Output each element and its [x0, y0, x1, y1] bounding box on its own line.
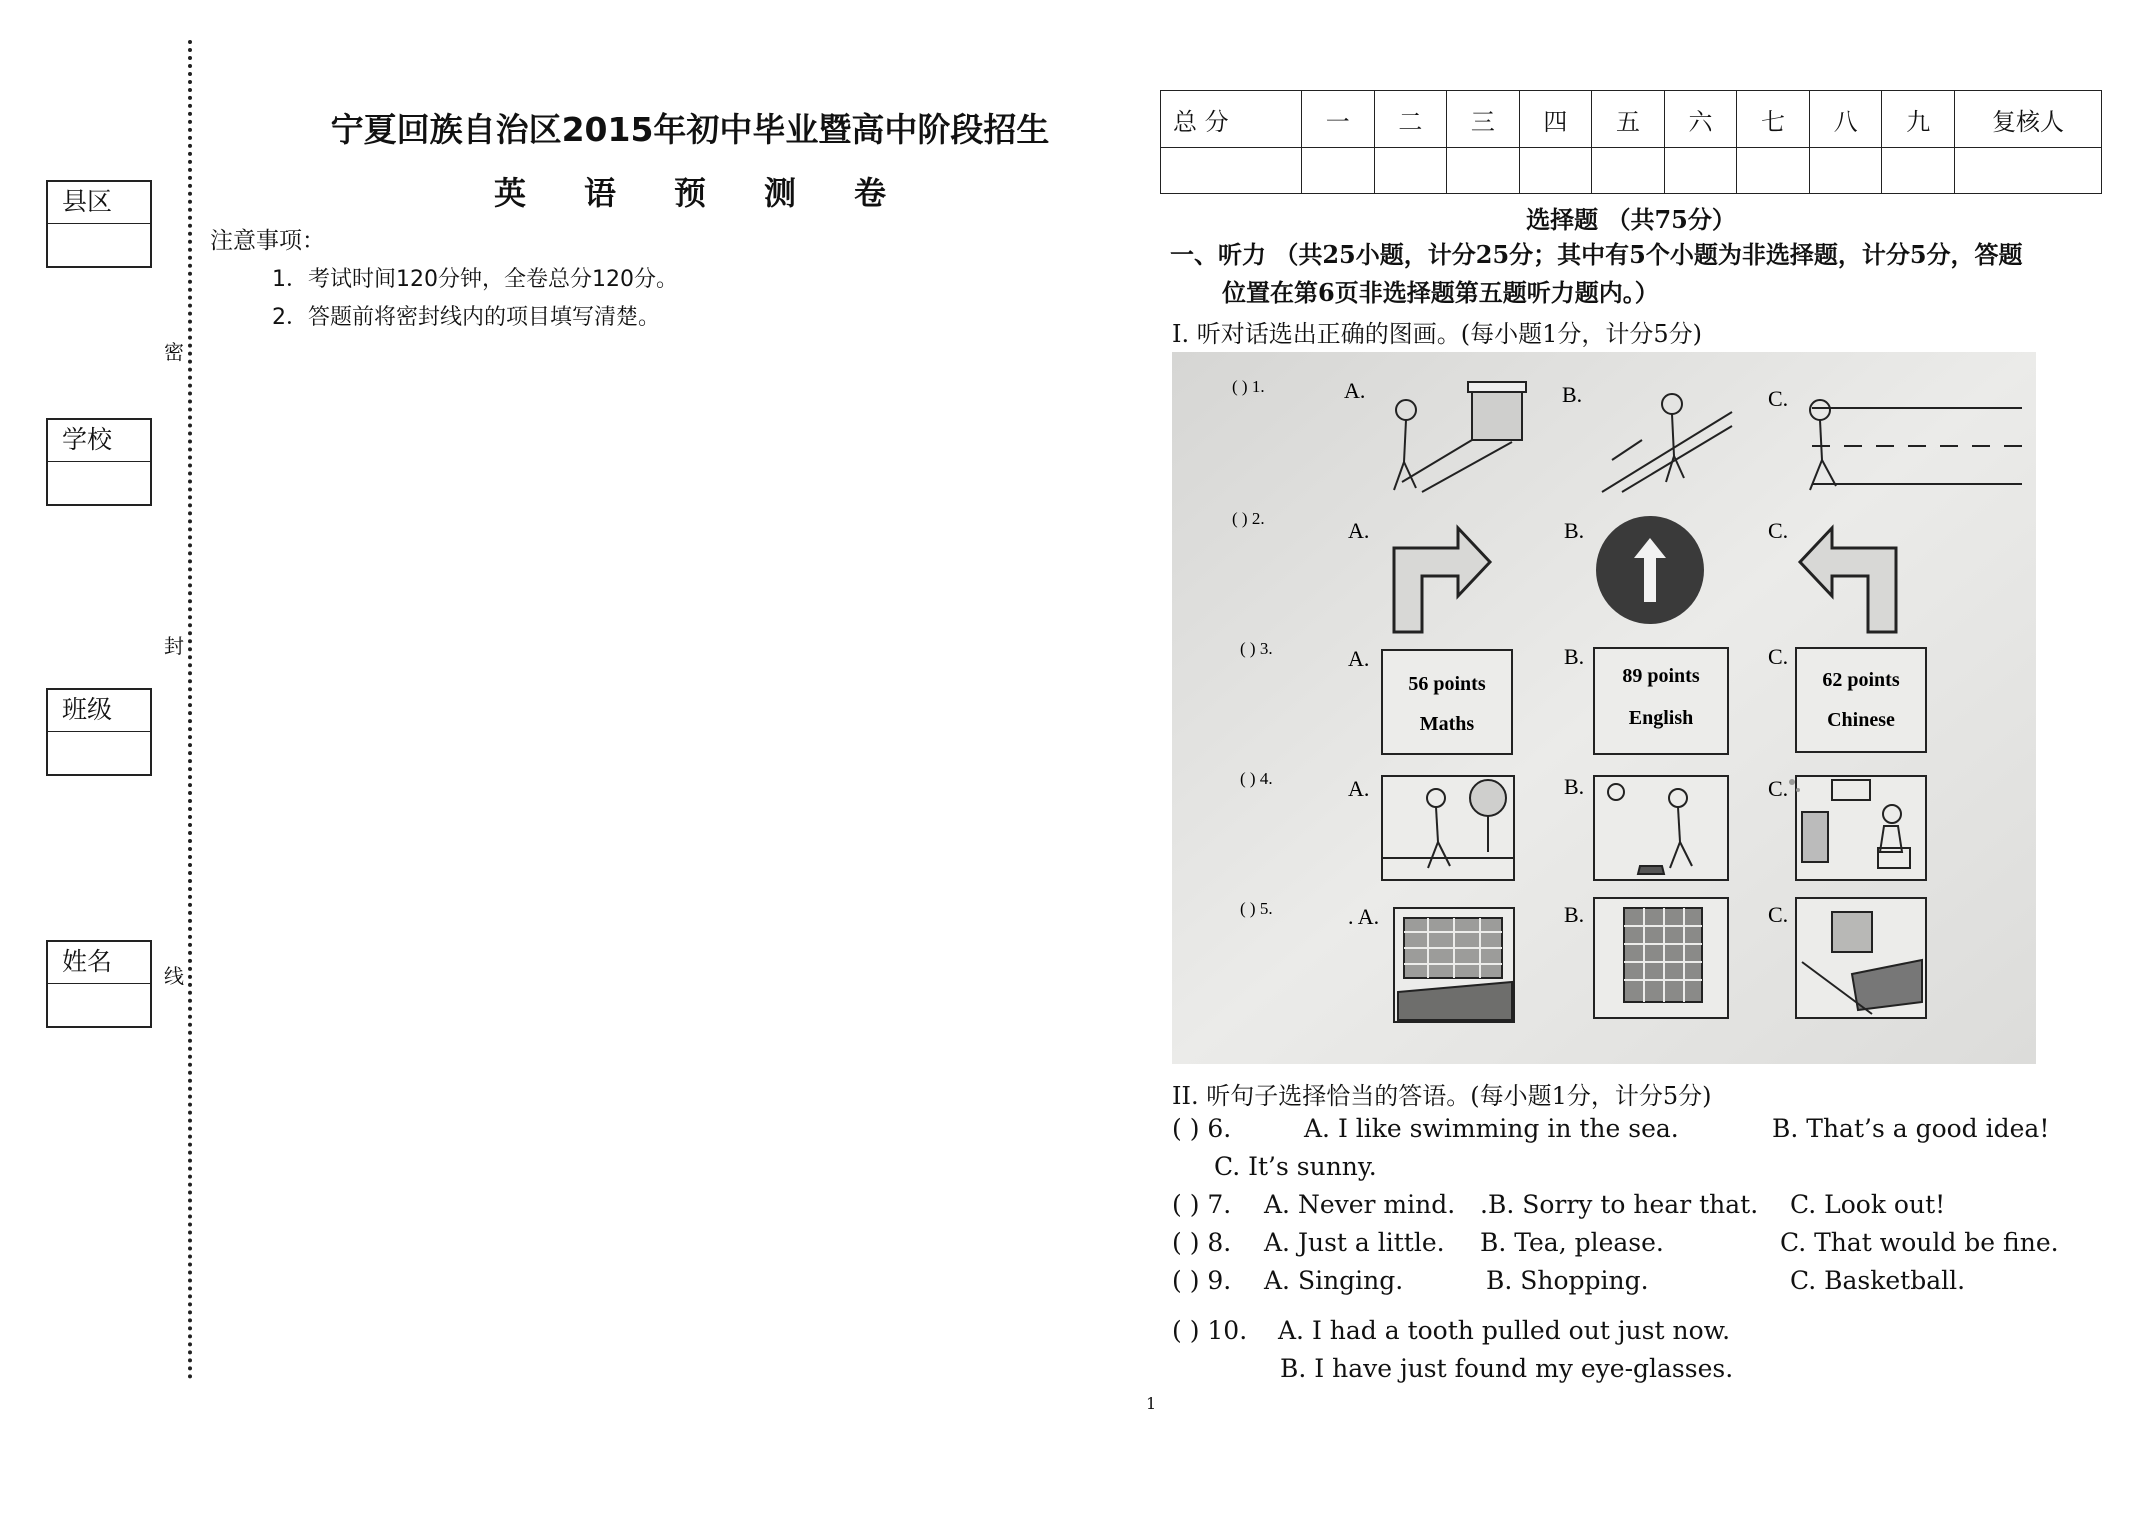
score-header: 一: [1302, 91, 1375, 148]
part1-line1: 一、听力 （共25小题，计分25分；其中有5个小题为非选择题，计分5分，答题: [1170, 240, 2023, 269]
score-card-points: 56 points: [1408, 673, 1486, 695]
row5-pictures: [1394, 898, 1926, 1022]
row-number: ( ) 3.: [1240, 639, 1273, 658]
subsection-2-heading: II. 听句子选择恰当的答语。(每小题1分，计分5分): [1172, 1082, 1712, 1110]
score-cell: [1882, 148, 1955, 194]
option-label: A.: [1344, 378, 1366, 403]
field-class-label: 班级: [48, 690, 150, 732]
option-label: A.: [1348, 518, 1370, 543]
field-county: [46, 180, 152, 268]
question-9-number: ( ) 9.: [1172, 1266, 1232, 1295]
question-6-option-c: C. It’s sunny.: [1214, 1152, 1377, 1181]
score-cell: [1447, 148, 1520, 194]
option-label: C.: [1768, 776, 1789, 801]
score-header: 二: [1374, 91, 1447, 148]
score-header: 九: [1882, 91, 1955, 148]
option-label: A.: [1348, 776, 1370, 801]
score-card-subject: Chinese: [1827, 709, 1895, 731]
question-10-option-b: B. I have just found my eye-glasses.: [1280, 1354, 1734, 1383]
exam-title: 宁夏回族自治区2015年初中毕业暨高中阶段招生: [330, 110, 1050, 149]
question-9-option-c: C. Basketball.: [1790, 1266, 1966, 1295]
score-card-points: 89 points: [1622, 665, 1700, 687]
question-7-option-b: .B. Sorry to hear that.: [1480, 1190, 1759, 1219]
exam-subtitle: 英语预测卷: [493, 174, 944, 212]
score-header: 总 分: [1161, 91, 1302, 148]
score-cell: [1374, 148, 1447, 194]
score-header: 三: [1447, 91, 1520, 148]
question-6-option-b: B. That’s a good idea!: [1772, 1114, 2050, 1143]
score-header: 五: [1592, 91, 1665, 148]
question-8-option-b: B. Tea, please.: [1480, 1228, 1664, 1257]
question-7-option-c: C. Look out!: [1790, 1190, 1946, 1219]
row-number: ( ) 5.: [1240, 899, 1273, 918]
question-8-option-a: A. Just a little.: [1264, 1228, 1445, 1257]
field-county-label: 县区: [48, 182, 150, 224]
page-number: 1: [1146, 1394, 1157, 1413]
score-table: [1160, 90, 2102, 194]
field-school: [46, 418, 152, 506]
row-number: ( ) 4.: [1240, 769, 1273, 788]
field-class: [46, 688, 152, 776]
option-label: B.: [1564, 518, 1585, 543]
section-heading: 选择题 （共75分）: [1526, 205, 1736, 234]
option-label: A.: [1348, 646, 1370, 671]
score-cell: [1809, 148, 1882, 194]
part1-line2: 位置在第6页非选择题第五题听力题内。）: [1222, 278, 1659, 307]
score-header: 四: [1519, 91, 1592, 148]
row3-pictures: [1382, 648, 1926, 754]
notice-heading: 注意事项：: [210, 228, 325, 254]
question-10-number: ( ) 10.: [1172, 1316, 1248, 1345]
notice-item: 2．答题前将密封线内的项目填写清楚。: [272, 305, 660, 330]
score-card-subject: English: [1628, 707, 1694, 729]
seal-char-feng: 封: [164, 634, 184, 658]
option-label: B.: [1564, 902, 1585, 927]
notice-item: 1．考试时间120分钟，全卷总分120分。: [272, 267, 678, 292]
question-8-number: ( ) 8.: [1172, 1228, 1232, 1257]
field-name-label: 姓名: [48, 942, 150, 984]
seal-dotted-line: [188, 40, 192, 1380]
dog-walk-scene-icon: [1594, 776, 1728, 880]
option-label: C.: [1768, 518, 1789, 543]
row4-pictures: [1382, 776, 1926, 880]
row-number: ( ) 2.: [1232, 509, 1265, 528]
score-header: 复核人: [1955, 91, 2102, 148]
option-label: B.: [1562, 382, 1583, 407]
seal-char-mi: 密: [164, 340, 184, 364]
option-label: C.: [1768, 644, 1789, 669]
question-8-option-c: C. That would be fine.: [1780, 1228, 2059, 1257]
part1-instructions: [1170, 236, 2110, 312]
score-cell: [1664, 148, 1737, 194]
score-card-subject: Maths: [1419, 713, 1475, 735]
score-header: 七: [1737, 91, 1810, 148]
score-header: 六: [1664, 91, 1737, 148]
row-number: ( ) 1.: [1232, 377, 1265, 396]
score-card-points: 62 points: [1822, 669, 1900, 691]
option-label: B.: [1564, 774, 1585, 799]
score-cell: [1302, 148, 1375, 194]
score-cell: [1737, 148, 1810, 194]
question-9-option-a: A. Singing.: [1264, 1266, 1404, 1295]
option-label: C.: [1768, 386, 1789, 411]
score-card-chinese: [1796, 648, 1926, 752]
question-9-option-b: B. Shopping.: [1486, 1266, 1649, 1295]
field-school-label: 学校: [48, 420, 150, 462]
score-card-english: [1594, 648, 1728, 754]
score-cell: [1955, 148, 2102, 194]
score-cell: [1161, 148, 1302, 194]
question-6-number: ( ) 6.: [1172, 1114, 1232, 1143]
question-7-number: ( ) 7.: [1172, 1190, 1232, 1219]
question-10-option-a: A. I had a tooth pulled out just now.: [1278, 1316, 1731, 1345]
option-label: B.: [1564, 644, 1585, 669]
question-6-option-a: A. I like swimming in the sea.: [1304, 1114, 1679, 1143]
score-header: 八: [1809, 91, 1882, 148]
listening-pictures-photo: [1172, 352, 2036, 1064]
subsection-1-heading: I. 听对话选出正确的图画。(每小题1分，计分5分): [1172, 320, 1703, 348]
score-cell: [1519, 148, 1592, 194]
score-card-maths: [1382, 650, 1512, 754]
question-7-option-a: A. Never mind.: [1264, 1190, 1456, 1219]
library-building-icon: [1472, 390, 1522, 440]
field-name: [46, 940, 152, 1028]
score-cell: [1592, 148, 1665, 194]
seal-char-xian: 线: [164, 964, 184, 988]
option-label: C.: [1768, 902, 1789, 927]
option-label: . A.: [1348, 904, 1380, 929]
